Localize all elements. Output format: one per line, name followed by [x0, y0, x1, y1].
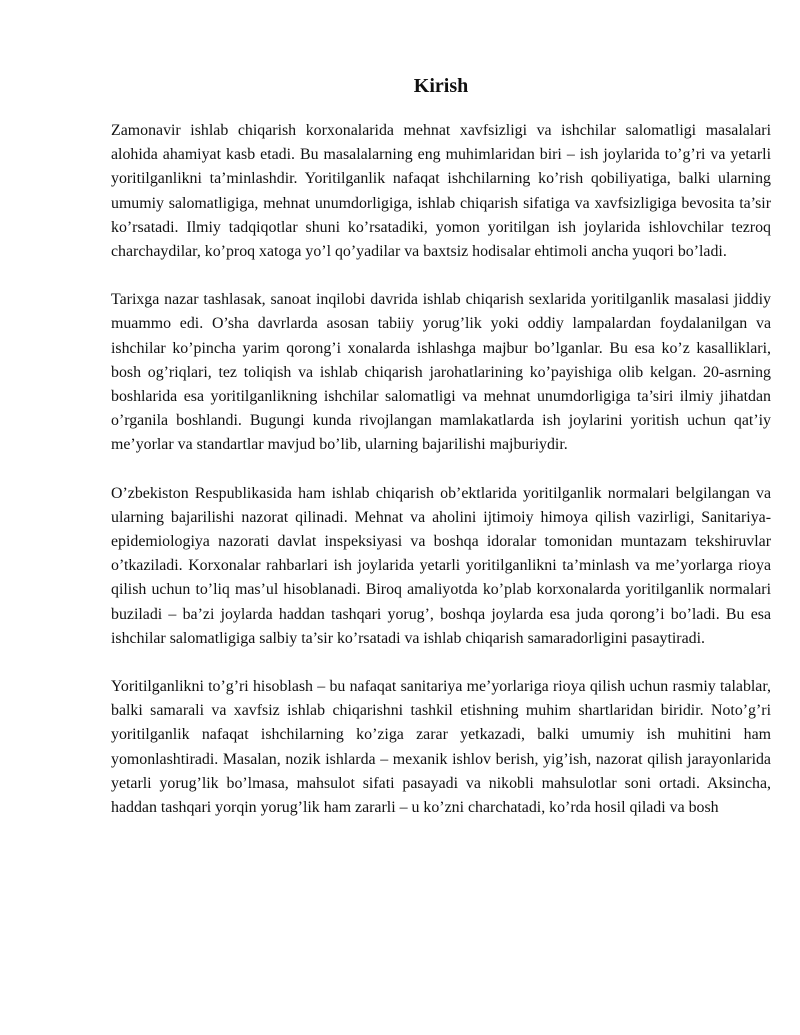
paragraph-3: O’zbekiston Respublikasida ham ishlab chiqarish ob’ektlarida yoritilganlik normalari belgilangan va ularning bajarilishi nazorat qilinadi. Mehnat va aholini ijtimoiy himoya qilish vazirligi, Sanitariya-epidemiologiya nazorati davlat inspeksiyasi va boshqa idoralar tomonidan muntazam tekshiruvlar o’tkaziladi. Korxonalar rahbarlari ish joylarida yetarli yoritilganlikni ta’minlash va me’yorlarga rioya qilish uchun to’liq mas’ul hisoblanadi. Biroq amaliyotda ko’plab korxonalarda yoritilganlik normalari buziladi – ba’zi joylarda haddan tashqari yorug’, boshqa joylarda esa juda qorong’i bo’ladi. Bu esa ishchilar salomatligiga salbiy ta’sir ko’rsatadi va ishlab chiqarish samaradorligini pasaytiradi.	[111, 484, 771, 647]
page-title: Kirish	[413, 75, 469, 97]
paragraph-2: Tarixga nazar tashlasak, sanoat inqilobi davrida ishlab chiqarish sexlarida yoritilganlik masalasi jiddiy muammo edi. O’sha davrlarda asosan tabiiy yorug’lik yoki oddiy lampalardan foydalanilgan va ishchilar ko’pincha yarim qorong’i xonalarda ishlashga majbur bo’lganlar. Bu esa ko’z kasalliklari, bosh og’riqlari, tez toliqish va ishlab chiqarish jarohatlarining ko’payishiga olib kelgan. 20-asrning boshlarida esa yoritilganlikning ishchilar salomatligi va mehnat unumdorligiga ta’siri ilmiy jihatdan o’rganila boshlandi. Bugungi kunda rivojlangan mamlakatlarda ish joylarini yoritish uchun qat’iy me’yorlar va standartlar mavjud bo’lib, ularning bajarilishi majburiydir.	[111, 291, 771, 454]
paragraph-4: Yoritilganlikni to’g’ri hisoblash – bu nafaqat sanitariya me’yorlariga rioya qilish uchun rasmiy talablar, balki samarali va xavfsiz ishlab chiqarishni tashkil etishning muhim shartlaridan biridir. Noto’g’ri yoritilganlik nafaqat ishchilarning ko’ziga zarar yetkazadi, balki umumiy ish muhitini ham yomonlashtiradi. Masalan, nozik ishlarda – mexanik ishlov berish, yig’ish, nazorat qilish jarayonlarida yetarli yorug’lik bo’lmasa, mahsulot sifati pasayadi va nikobli mahsulotlar soni ortadi. Aksincha, haddan tashqari yorqin yorug’lik ham zararli – u ko’zni charchatadi, ko’rda hosil qiladi va bosh	[111, 678, 771, 817]
paragraph-1: Zamonavir ishlab chiqarish korxonalarida mehnat xavfsizligi va ishchilar salomatligi masalalari alohida ahamiyat kasb etadi. Bu masalalarning eng muhimlaridan biri – ish joylarida to’g’ri va yetarli yoritilganlikni ta’minlashdir. Yoritilganlik nafaqat ishchilarning ko’rish qobiliyatiga, balki ularning umumiy salomatligiga, mehnat unumdorligiga, ishlab chiqarish sifatiga va xavfsizligiga bevosita ta’sir ko’rsatadi. Ilmiy tadqiqotlar shuni ko’rsatadiki, yomon yoritilgan ish joylarida ishlovchilar tezroq charchaydilar, ko’proq xatoga yo’l qo’yadilar va baxtsiz hodisalar ehtimoli ancha yuqori bo’ladi.	[111, 122, 771, 261]
